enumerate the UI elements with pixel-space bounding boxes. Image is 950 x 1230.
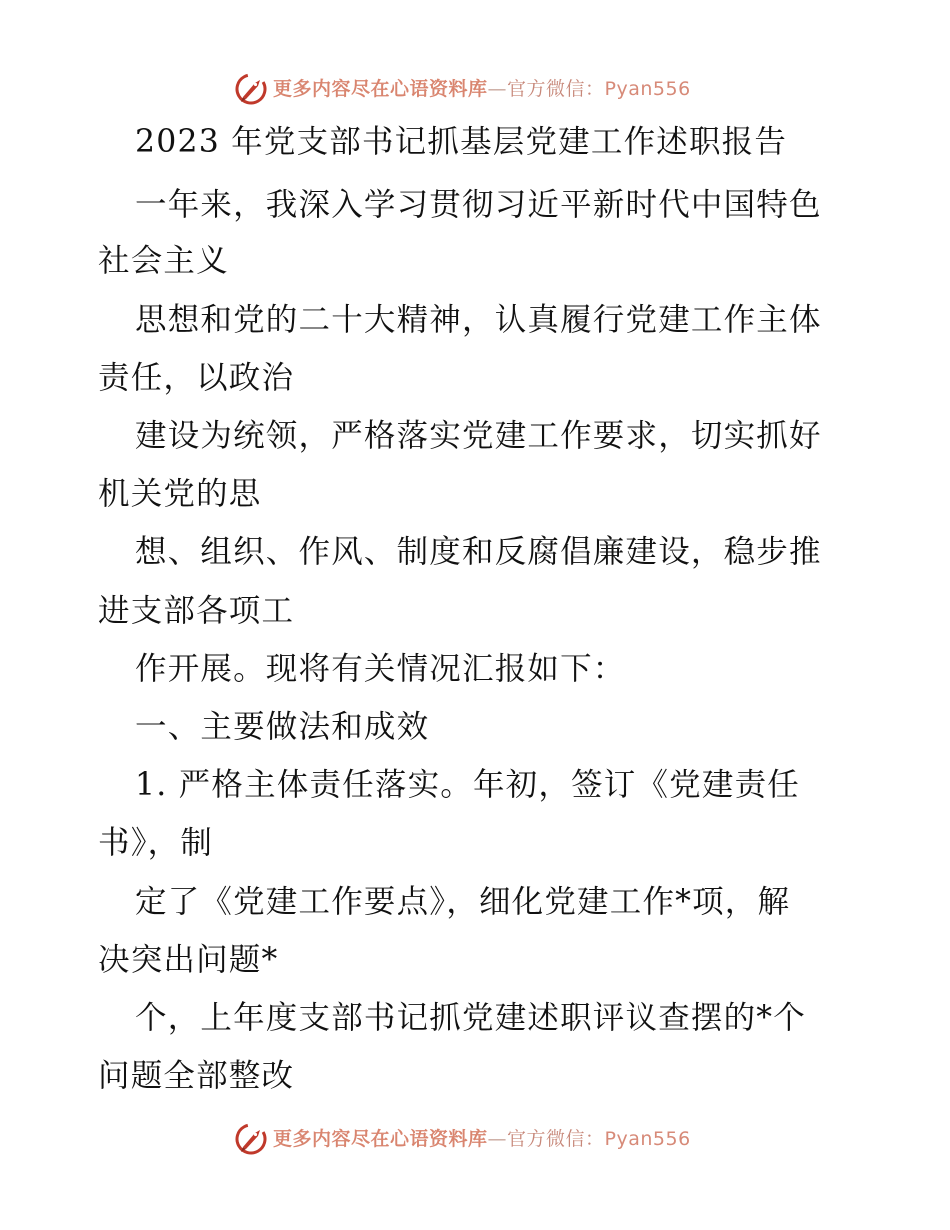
paragraph-line: 思想和党的二十大精神，认真履行党建工作主体 <box>135 302 822 338</box>
paragraph-line: 机关党的思 <box>98 476 262 512</box>
watermark-separator: — <box>487 1128 508 1150</box>
paragraph-line: 问题全部整改 <box>98 1058 295 1094</box>
paragraph-line: 定了《党建工作要点》，细化党建工作*项，解 <box>135 884 791 920</box>
paragraph-line: 一年来，我深入学习贯彻习近平新时代中国特色 <box>135 187 822 223</box>
paragraph-line: 进支部各项工 <box>98 593 295 629</box>
section-heading: 一、主要做法和成效 <box>135 709 430 745</box>
watermark-wechat-label: 官方微信： <box>507 1128 605 1150</box>
paragraph-line: 责任，以政治 <box>98 360 295 396</box>
watermark-wechat-id: Pyan556 <box>604 1128 691 1150</box>
watermark-wechat-id: Pyan556 <box>604 78 691 100</box>
paragraph-line: 建设为统领，严格落实党建工作要求，切实抓好 <box>135 418 822 454</box>
paragraph-line: 想、组织、作风、制度和反腐倡廉建设，稳步推 <box>135 534 822 570</box>
paragraph-line: 作开展。现将有关情况汇报如下： <box>135 651 626 687</box>
document-title: 2023 年党支部书记抓基层党建工作述职报告 <box>135 124 788 160</box>
paragraph-line: 书》，制 <box>98 825 214 861</box>
watermark-text <box>273 76 691 102</box>
pen-nib-logo-icon <box>233 71 269 107</box>
paragraph-line: 决突出问题* <box>98 942 279 978</box>
watermark-text <box>273 1126 691 1152</box>
watermark-wechat-label: 官方微信： <box>507 78 605 100</box>
watermark-separator: — <box>487 78 508 100</box>
pen-nib-logo-icon <box>233 1121 269 1157</box>
watermark-banner-bottom <box>0 1120 950 1160</box>
watermark-main-text: 更多内容尽在心语资料库 <box>273 78 488 100</box>
watermark-main-text: 更多内容尽在心语资料库 <box>273 1128 488 1150</box>
paragraph-line: 个，上年度支部书记抓党建述职评议查摆的*个 <box>135 1000 806 1036</box>
paragraph-line: 社会主义 <box>98 243 229 279</box>
paragraph-line: 1. 严格主体责任落实。年初，签订《党建责任 <box>135 767 800 803</box>
watermark-banner-top <box>0 70 950 110</box>
